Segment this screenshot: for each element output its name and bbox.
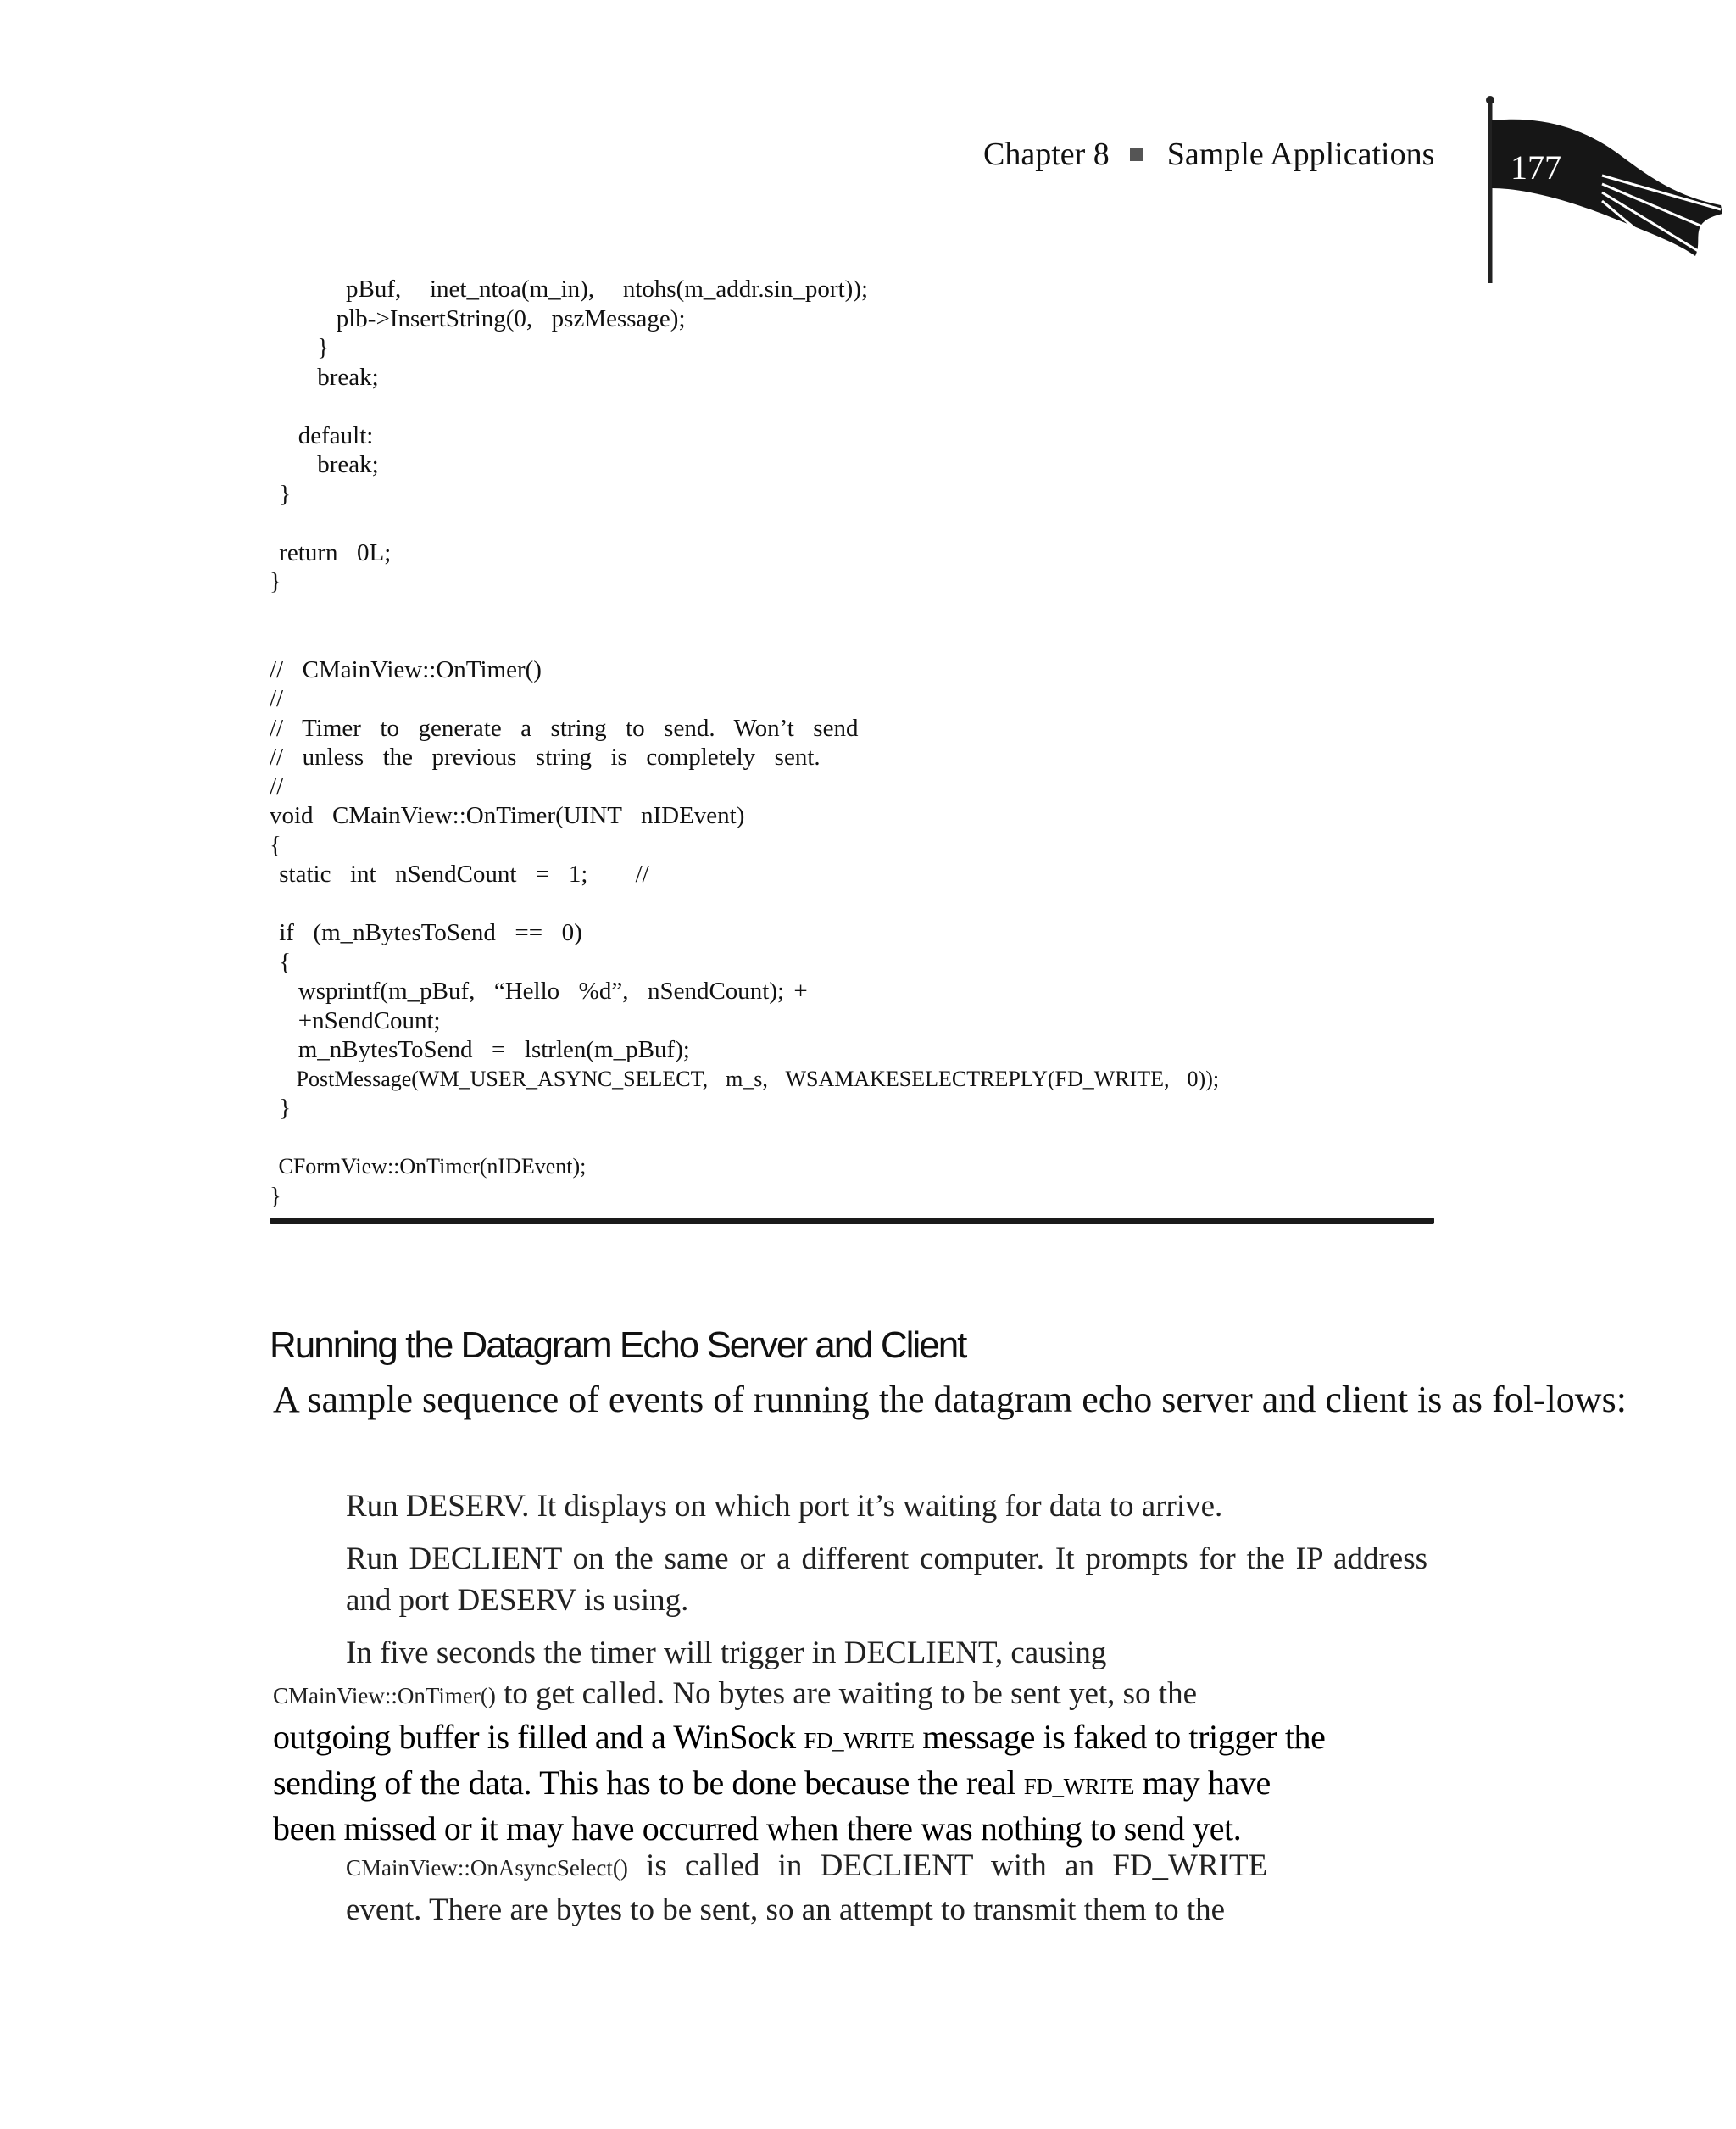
code-line: }: [270, 480, 292, 508]
step-timer-line-1: In five seconds the timer will trigger in DECLIENT, causing: [346, 1636, 1107, 1670]
code-line: }: [270, 568, 281, 595]
step-run-deserv: Run DESERV. It displays on which port it’s waiting for data to arrive.: [346, 1489, 1223, 1524]
section-heading: Running the Datagram Echo Server and Client: [270, 1324, 966, 1366]
code-line: {: [270, 831, 281, 859]
page-number: 177: [1511, 148, 1561, 187]
code-line: wsprintf(m_pBuf, “Hello %d”, nSendCount); +: [270, 978, 808, 1005]
code-line: default:: [270, 421, 374, 449]
code-line: // unless the previous string is completely sent.: [270, 744, 821, 771]
code-line: //: [270, 685, 284, 712]
step-timer-line-3-text-b: message is faked to trigger the: [914, 1718, 1326, 1756]
code-line: break;: [270, 363, 379, 391]
code-line: return 0L;: [270, 538, 392, 566]
step-timer-line-2: [273, 1674, 1494, 1716]
code-line: }: [270, 334, 330, 361]
code-line: break;: [270, 451, 379, 478]
code-line: //: [270, 772, 284, 800]
intro-paragraph: A sample sequence of events of running the datagram echo server and client is as fol-lows:: [273, 1379, 1627, 1420]
code-line: // Timer to generate a string to send. Won’t send: [270, 714, 859, 742]
step-async-line-1-text: is called in DECLIENT with an FD_WRITE: [627, 1848, 1268, 1883]
code-line: CFormView::OnTimer(nIDEvent);: [270, 1154, 587, 1179]
code-line: [270, 509, 1219, 538]
onasyncselect-code-ref: CMainView::OnAsyncSelect(): [346, 1855, 628, 1881]
step-timer-line-4-text-b: may have: [1134, 1764, 1271, 1802]
step-timer-line-2-text: to get called. No bytes are waiting to be sent yet, so the: [495, 1676, 1198, 1711]
step-async-select: [346, 1845, 1397, 1931]
code-line: [270, 392, 1219, 421]
code-line: PostMessage(WM_USER_ASYNC_SELECT, m_s, WSAMAKESELECTREPLY(FD_WRITE, 0));: [270, 1066, 1220, 1091]
code-line: }: [270, 1095, 292, 1122]
code-line: {: [270, 948, 292, 976]
step-async-line-1: [346, 1845, 1397, 1889]
code-line: [270, 889, 1219, 919]
step-run-declient: Run DECLIENT on the same or a different computer. It prompts for the IP address and port DESERV is using.: [346, 1541, 1427, 1618]
code-line: plb->InsertString(0, pszMessage);: [270, 304, 686, 332]
running-header: [983, 136, 1434, 173]
section-divider: [270, 1218, 1434, 1224]
code-line: void CMainView::OnTimer(UINT nIDEvent): [270, 802, 745, 829]
step-timer-line-4: [273, 1762, 1494, 1808]
step-timer-line-5: been missed or it may have occurred when there was nothing to send yet.: [273, 1809, 1242, 1848]
code-line: [270, 626, 1219, 655]
step-timer-line-4-text-a: sending of the data. This has to be done because the real: [273, 1764, 1024, 1802]
code-line: }: [270, 1182, 281, 1210]
step-timer-line-3-text-a: outgoing buffer is filled and a WinSock: [273, 1718, 804, 1756]
chapter-label: Chapter 8: [983, 137, 1110, 172]
square-bullet-icon: [1130, 148, 1143, 161]
step-timer-line-3: [273, 1716, 1494, 1762]
section-label: Sample Applications: [1166, 137, 1435, 172]
ontimer-code-ref: CMainView::OnTimer(): [273, 1683, 496, 1708]
fd-write-term: FD_WRITE: [804, 1728, 915, 1753]
code-line: pBuf, inet_ntoa(m_in), ntohs(m_addr.sin_port));: [270, 276, 869, 303]
step-timer-trigger: [273, 1633, 1494, 1849]
code-line: [270, 1123, 1219, 1153]
code-listing: [270, 275, 1219, 1211]
fd-write-term: FD_WRITE: [1023, 1774, 1135, 1799]
code-line: m_nBytesToSend = lstrlen(m_pBuf);: [270, 1036, 690, 1063]
code-line: [270, 597, 1219, 627]
code-line: if (m_nBytesToSend == 0): [270, 919, 582, 946]
step-async-line-2: event. There are bytes to be sent, so an attempt to transmit them to the: [346, 1892, 1226, 1927]
code-line: // CMainView::OnTimer(): [270, 655, 542, 683]
code-line: static int nSendCount = 1; //: [270, 861, 649, 888]
pennant-flag-icon: [1475, 95, 1729, 290]
code-line: +nSendCount;: [270, 1006, 441, 1034]
